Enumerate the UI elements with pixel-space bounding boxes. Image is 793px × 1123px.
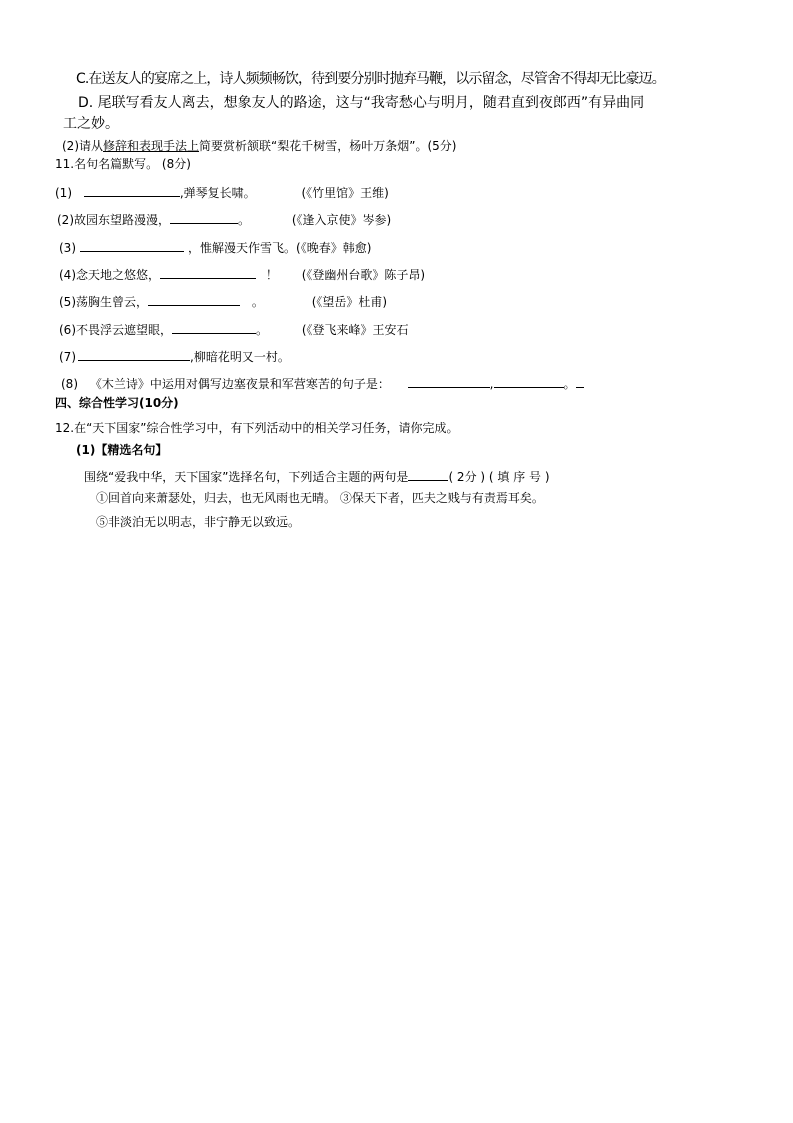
- dictation-item-7: [59, 348, 290, 363]
- item-source: (《竹里馆》王维): [301, 186, 389, 200]
- answer-blank[interactable]: [78, 348, 190, 361]
- item-sep: ,: [489, 377, 494, 391]
- item-number: (3): [59, 241, 76, 255]
- dictation-item-6: [59, 321, 409, 336]
- answer-blank[interactable]: [170, 211, 238, 224]
- item-before: 故园东望路漫漫，: [74, 213, 171, 227]
- dictation-item-8: [61, 375, 584, 390]
- dictation-item-2: [57, 211, 391, 226]
- dictation-item-5: [59, 293, 387, 308]
- item-number: (8): [61, 377, 78, 391]
- dictation-item-1: [55, 184, 389, 199]
- option-d-line2: 工之妙。: [63, 116, 119, 132]
- answer-blank[interactable]: [408, 468, 448, 481]
- item-number: (7): [59, 350, 76, 364]
- dictation-item-3: [59, 239, 371, 254]
- item-number: (6): [59, 323, 76, 337]
- answer-blank-2[interactable]: [494, 375, 564, 388]
- item-number: (2): [57, 213, 74, 227]
- item-after: 。: [256, 323, 269, 337]
- item-after: ,柳暗花明又一村。: [190, 350, 290, 364]
- question-2: [62, 140, 456, 152]
- option-c: C.在送友人的宴席之上，诗人频频畅饮，待到要分别时抛弃马鞭，以示留念，尽管舍不得却无比豪迈。: [76, 71, 665, 87]
- answer-blank[interactable]: [172, 321, 256, 334]
- item-after: ,弹琴复长啸。: [179, 186, 256, 200]
- q2-prefix: (2)请从: [62, 139, 103, 153]
- section-4-title: 四、综合性学习(10分): [55, 396, 179, 410]
- answer-blank[interactable]: [148, 293, 240, 306]
- sentence-option-5: ⑤非淡泊无以明志，非宁静无以致远。: [96, 515, 301, 529]
- answer-blank-tail: [576, 375, 584, 388]
- option-d-line1: D. 尾联写看友人离去，想象友人的路途，这与“我寄愁心与明月，随君直到夜郎西”有异曲同: [78, 95, 645, 111]
- answer-blank[interactable]: [80, 239, 184, 252]
- prompt-tail: ( 2分 ) ( 填 序 号 ): [448, 470, 550, 484]
- item-number: (1): [55, 186, 72, 200]
- task-1-title: (1)【精选名句】: [76, 443, 168, 457]
- task-1-prompt: [84, 468, 550, 483]
- item-after: 。: [251, 295, 264, 309]
- item-source: (《登飞来峰》王安石: [301, 323, 409, 337]
- item-source: (《登幽州台歌》陈子昂): [301, 268, 426, 282]
- item-text: 《木兰诗》中运用对偶写边塞夜景和军营寒苦的句子是：: [89, 377, 390, 391]
- item-before: 念天地之悠悠，: [76, 268, 161, 282]
- sentence-options-1-3: ①回首向来萧瑟处，归去，也无风雨也无晴。 ③保天下者，匹夫之贱与有责焉耳矣。: [96, 491, 544, 505]
- item-before: 不畏浮云遮望眼，: [76, 323, 173, 337]
- item-source: (《望岳》杜甫): [311, 295, 388, 309]
- answer-blank[interactable]: [84, 184, 180, 197]
- answer-blank[interactable]: [160, 266, 256, 279]
- item-after: 。: [238, 213, 251, 227]
- question-11-title: 11.名句名篇默写。 (8分): [55, 157, 191, 171]
- answer-blank-1[interactable]: [408, 375, 490, 388]
- item-end: 。: [563, 377, 576, 391]
- q2-suffix: 简要赏析颔联“梨花千树雪，杨叶万条烟”。(5分): [199, 139, 457, 153]
- item-after: ，惟解漫天作雪飞。: [188, 241, 297, 255]
- prompt-text: 围绕“爱我中华，天下国家”选择名句，下列适合主题的两句是: [84, 470, 409, 484]
- item-number: (4): [59, 268, 76, 282]
- item-number: (5): [59, 295, 76, 309]
- q2-underlined: 修辞和表现手法上: [103, 139, 200, 153]
- item-source: (《晚春》韩愈): [296, 241, 372, 255]
- item-before: 荡胸生曾云，: [76, 295, 149, 309]
- item-after: ！: [265, 268, 278, 282]
- item-source: (《逢入京使》岑参): [291, 213, 392, 227]
- dictation-item-4: [59, 266, 425, 281]
- question-12-intro: 12.在“天下国家”综合性学习中，有下列活动中的相关学习任务，请你完成。: [55, 421, 459, 435]
